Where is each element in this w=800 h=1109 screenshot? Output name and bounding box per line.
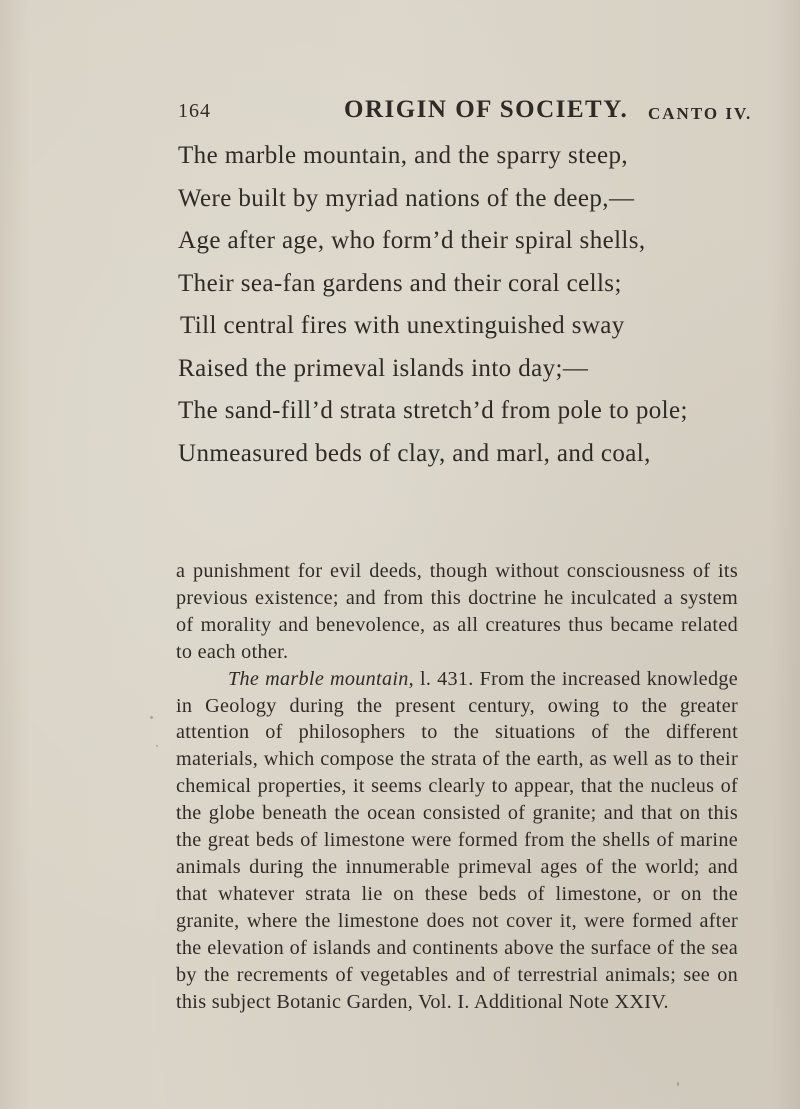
page-header — [0, 96, 800, 136]
verse-line: Were built by myriad nations of the deep,— — [178, 184, 635, 212]
note-paragraph — [176, 666, 738, 1016]
footnotes — [176, 558, 738, 1015]
verse-line: Raised the primeval islands into day;— — [178, 354, 589, 382]
note-body: From the increased knowledge in Geology during the present century, owing to the greater attention of philosophers to the situations of the different materials, which compose the strata of the earth, as well as to their chemical properties, it seems clearly to appear, that the nucleus of the globe beneath the ocean consisted of granite; and that on this the great beds of limestone were formed from the shells of marine animals during the innumerable primeval ages of the world; and that whatever strata lie on these beds of limestone, or on the granite, where the limestone does not cover it, were formed after the elevation of islands and continents above the surface of the sea by the recrements of vegetables and of terrestrial animals; see on this subject Botanic Garden, Vol. I. Additional Note XXIV. — [176, 667, 738, 1013]
verse-block — [178, 140, 778, 480]
note-reference: The marble mountain, — [228, 667, 415, 690]
verse-line: Age after age, who form’d their spiral shells, — [178, 227, 646, 254]
paper-speck — [156, 745, 158, 747]
note-line-ref: l. 431. — [419, 667, 474, 690]
paper-speck — [677, 1082, 679, 1086]
verse-line: Till central fires with unextinguished sway — [180, 312, 625, 339]
verse-line: Unmeasured beds of clay, and marl, and coal, — [178, 439, 651, 467]
verse-line: Their sea-fan gardens and their coral cells; — [178, 269, 622, 297]
verse-line: The marble mountain, and the sparry steep, — [178, 142, 628, 169]
canto-label: CANTO IV. — [648, 104, 753, 123]
page-number: 164 — [178, 100, 211, 122]
note-continuation: a punishment for evil deeds, though without consciousness of its previous existence; and from this doctrine he inculcated a system of morality and benevolence, as all creatures thus became related to each other. — [176, 560, 738, 663]
running-title: ORIGIN OF SOCIETY. — [344, 96, 629, 123]
verse-line: The sand-fill’d strata stretch’d from pole to pole; — [178, 397, 688, 424]
paper-speck — [150, 716, 153, 719]
